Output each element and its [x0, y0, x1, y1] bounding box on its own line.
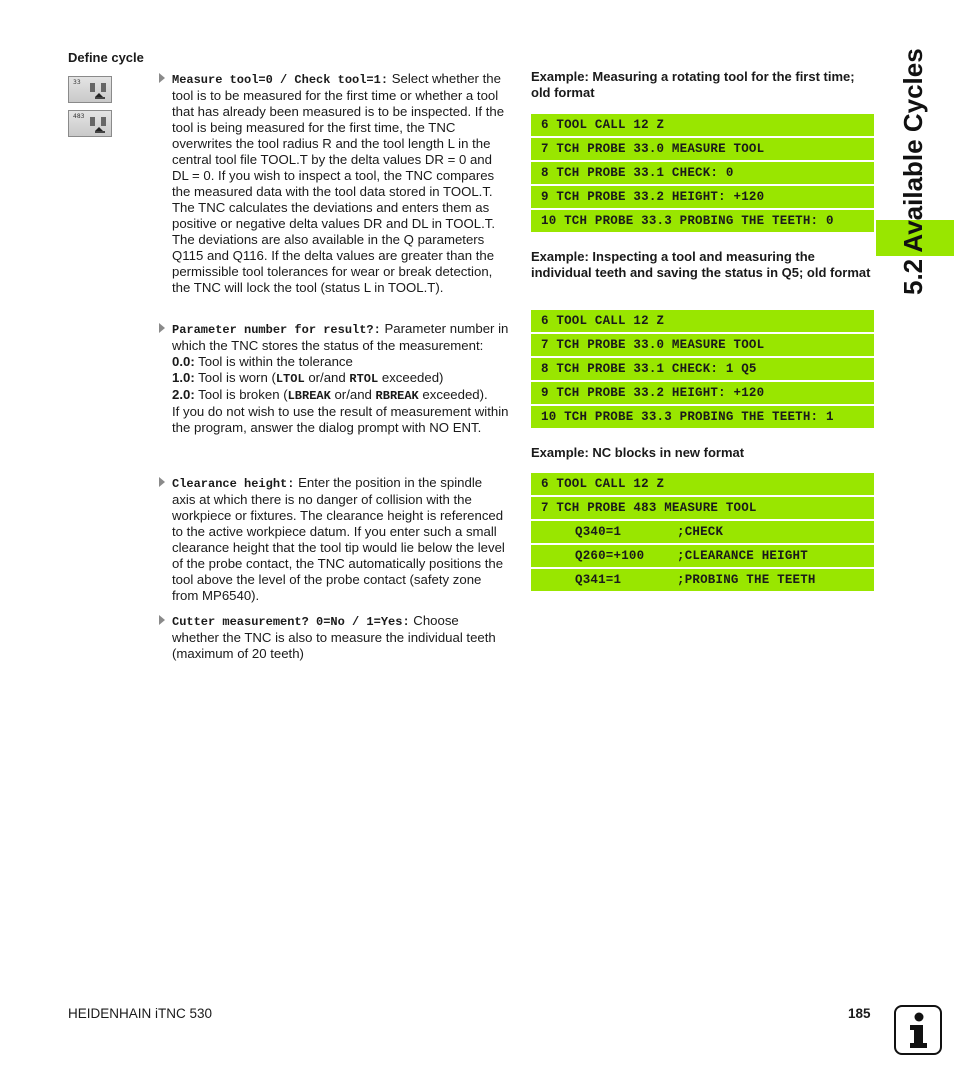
nc-block: 7 TCH PROBE 33.0 MEASURE TOOL	[531, 138, 874, 160]
info-icon	[894, 1005, 942, 1055]
param-cutter-measurement: Cutter measurement? 0=No / 1=Yes: Choose whether the TNC is also to measure the individual teeth (maximum of 20 teeth)	[159, 613, 509, 662]
param-result-number: Parameter number for result?: Parameter number in which the TNC stores the status of the measurement: 0.0: Tool is within the tolerance 1.0: Tool is worn (LTOL or/and RTOL exceeded) 2.0: Tool is broken (LBREAK or/and RBREAK exceeded). If you do not wish to use the result of measurement within the program, answer the dialog prompt with NO ENT.	[159, 321, 509, 436]
example-title: Example: NC blocks in new format	[531, 445, 745, 460]
nc-block: 8 TCH PROBE 33.1 CHECK: 1 Q5	[531, 358, 874, 380]
section-title: Define cycle	[68, 50, 144, 65]
page-number: 185	[848, 1006, 871, 1021]
bullet-arrow-icon	[159, 477, 165, 487]
param-clearance-height: Clearance height: Enter the position in the spindle axis at which there is no danger of collision with the workpiece or fixtures. The clearance height is referenced to the active workpiece datum. If you enter such a small clearance height that the tool tip would lie below the level of the probe contact, the TNC automatically positions the tool above the level of the probe contact (safety zone from MP6540).	[159, 475, 509, 604]
status-1: 1.0: Tool is worn (LTOL or/and RTOL exceeded)	[172, 370, 444, 386]
bullet-arrow-icon	[159, 615, 165, 625]
nc-param-block: Q340=1 ;CHECK	[531, 521, 874, 543]
nc-block: 6 TOOL CALL 12 Z	[531, 473, 874, 495]
chapter-title: 5.2 Available Cycles	[898, 48, 928, 295]
bullet-arrow-icon	[159, 323, 165, 333]
param-measure-check: Measure tool=0 / Check tool=1: Select whether the tool is to be measured for the first time or whether a tool that has already been measured is to be inspected. If the tool is being measured for the first time, the TNC overwrites the tool radius R and the tool length L in the central tool file TOOL.T by the delta values DR = 0 and DL = 0. If you wish to inspect a tool, the TNC compares the measured data with the tool data stored in TOOL.T. The TNC calculates the deviations and enters them as positive or negative delta values DR and DL in TOOL.T. The deviations are also available in the Q parameters Q115 and Q116. If the delta values are greater than the permissible tool tolerances for wear or break detection, the TNC will lock the tool (status L in TOOL.T).	[159, 71, 509, 296]
nc-block: 8 TCH PROBE 33.1 CHECK: 0	[531, 162, 874, 184]
nc-block: 7 TCH PROBE 483 MEASURE TOOL	[531, 497, 874, 519]
nc-block: 6 TOOL CALL 12 Z	[531, 114, 874, 136]
status-2: 2.0: Tool is broken (LBREAK or/and RBREAK exceeded).	[172, 387, 488, 403]
nc-block: 10 TCH PROBE 33.3 PROBING THE TEETH: 1	[531, 406, 874, 428]
bullet-arrow-icon	[159, 73, 165, 83]
nc-block: 7 TCH PROBE 33.0 MEASURE TOOL	[531, 334, 874, 356]
cycle-483-icon: 483	[68, 110, 112, 137]
footer-product: HEIDENHAIN iTNC 530	[68, 1006, 213, 1021]
nc-block: 10 TCH PROBE 33.3 PROBING THE TEETH: 0	[531, 210, 874, 232]
example-title: Example: Measuring a rotating tool for the first time; old format	[531, 69, 855, 100]
nc-param-block: Q260=+100 ;CLEARANCE HEIGHT	[531, 545, 874, 567]
nc-block: 6 TOOL CALL 12 Z	[531, 310, 874, 332]
nc-block: 9 TCH PROBE 33.2 HEIGHT: +120	[531, 186, 874, 208]
status-0: 0.0: Tool is within the tolerance	[172, 354, 353, 369]
nc-param-block: Q341=1 ;PROBING THE TEETH	[531, 569, 874, 591]
nc-block: 9 TCH PROBE 33.2 HEIGHT: +120	[531, 382, 874, 404]
cycle-33-icon: 33	[68, 76, 112, 103]
example-title: Example: Inspecting a tool and measuring the individual teeth and saving the status in Q5; old format	[531, 249, 871, 280]
